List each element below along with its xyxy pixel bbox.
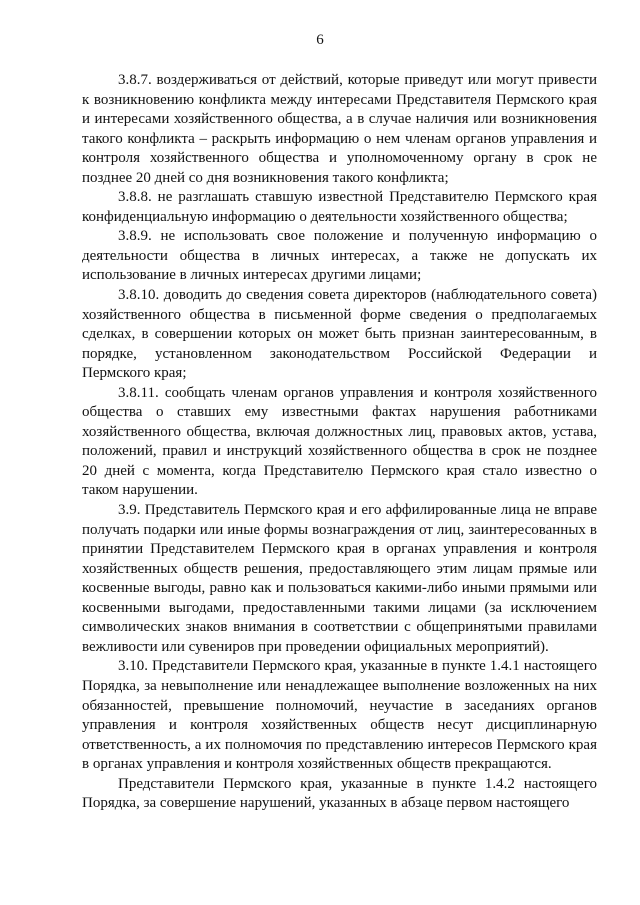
paragraph-3-8-8: 3.8.8. не разглашать ставшую известной Представителю Пермского края конфиденциальную информацию о деятельности хозяйственного общества; bbox=[82, 189, 597, 225]
paragraph-3-8-10: 3.8.10. доводить до сведения совета директоров (наблюдательного совета) хозяйственного общества в письменной форме сведения о предполагаемых сделках, в совершении которых он может быть признан заинтересованным, в порядке, установленном законодательством Российской Федерации и Пермского края; bbox=[82, 287, 597, 382]
paragraph-3-8-9: 3.8.9. не использовать свое положение и полученную информацию о деятельности общества в личных интересах, а также не допускать их использование в личных интересах другими лицами; bbox=[82, 228, 597, 284]
page-number: 6 bbox=[316, 32, 324, 48]
paragraph-3-9: 3.9. Представитель Пермского края и его аффилированные лица не вправе получать подарки или иные формы вознаграждения от лиц, заинтересованных в принятии Представителем Пермского края в органах управления и контроля хозяйственных обществ решения, предоставляющего этим лицам прямые или косвенные выгоды, равно как и пользоваться какими-либо иными прямыми или косвенными выгодами, предоставленными такими лицами (за исключением символических знаков внимания в соответствии с общепринятыми правилами вежливости или сувениров при проведении официальных мероприятий). bbox=[82, 502, 597, 655]
document-body bbox=[82, 71, 597, 814]
paragraph-3-10-continuation: Представители Пермского края, указанные в пункте 1.4.2 настоящего Порядка, за совершение нарушений, указанных в абзаце первом настоящего bbox=[82, 775, 597, 812]
paragraph-3-8-7: 3.8.7. воздерживаться от действий, которые приведут или могут привести к возникновению конфликта между интересами Представителя Пермского края и интересами хозяйственного общества, а в случае наличия или возникновения такого конфликта – раскрыть информацию о нем членам органов управления и контроля хозяйственного общества и уполномоченному органу в срок не позднее 20 дней со дня возникновения такого конфликта; bbox=[82, 72, 597, 186]
paragraph-3-10: 3.10. Представители Пермского края, указанные в пункте 1.4.1 настоящего Порядка, за невыполнение или ненадлежащее выполнение возложенных на них обязанностей, превышение полномочий, неучастие в заседаниях органов управления и контроля хозяйственных обществ несут дисциплинарную ответственность, а их полномочия по представлению интересов Пермского края в органах управления и контроля хозяйственных обществ прекращаются. bbox=[82, 658, 597, 773]
paragraph-3-8-11: 3.8.11. сообщать членам органов управления и контроля хозяйственного общества о ставших ему известными фактах нарушения работниками хозяйственного общества, включая должностных лиц, правовых актов, устава, положений, правил и инструкций хозяйственного общества в срок не позднее 20 дней с момента, когда Представителю Пермского края стало известно о таком нарушении. bbox=[82, 384, 597, 499]
